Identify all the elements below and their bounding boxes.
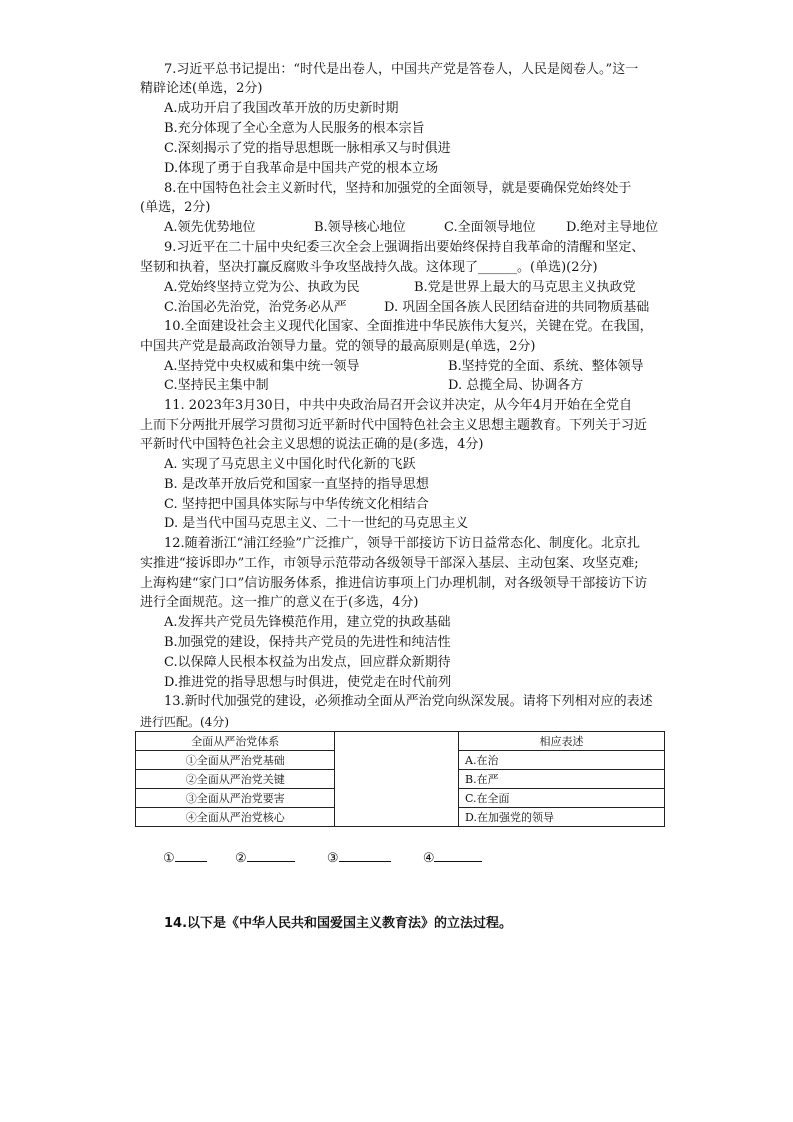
q9-option-a: A.党始终坚持立党为公、执政为民 — [164, 280, 360, 295]
q13-matching-table — [135, 731, 665, 827]
q13-stem-line2: 进行匹配。(4分) — [140, 715, 229, 729]
q7-option-a: A.成功开启了我国改革开放的历史新时期 — [164, 101, 399, 116]
q7-option-b: B.充分体现了全心全意为人民服务的根本宗旨 — [164, 121, 425, 136]
q9-stem-line2: 坚韧和执着，坚决打赢反腐败斗争攻坚战持久战。这体现了______。(单选)(2分) — [140, 260, 598, 275]
answer-blank-2[interactable] — [247, 847, 295, 862]
q12-stem-line3: 上海构建“家门口”信访服务体系，推进信访事项上门办理机制，对各级领导干部接访下访 — [140, 576, 648, 591]
q11-option-c: C. 坚持把中国具体实际与中华传统文化相结合 — [164, 497, 429, 512]
answer-blank-3[interactable] — [339, 847, 391, 862]
left-header: 全面从严治党体系 — [136, 732, 335, 751]
q13-stem-line1: 13.新时代加强党的建设，必须推动全面从严治党向纵深发展。请将下列相对应的表述 — [164, 694, 653, 709]
q10-stem-line1: 10.全面建设社会主义现代化国家、全面推进中华民族伟大复兴，关键在党。在我国， — [164, 319, 653, 334]
q10-option-d: D. 总揽全局、协调各方 — [448, 378, 584, 393]
q9-option-c: C.治国必先治党，治党务必从严 — [164, 300, 347, 315]
table-row — [136, 732, 665, 751]
right-cell-a: A.在治 — [459, 751, 665, 770]
q10-stem-line2: 中国共产党是最高政治领导力量。党的领导的最高原则是(单选，2分) — [140, 339, 536, 354]
q9-option-b: B.党是世界上最大的马克思主义执政党 — [414, 280, 636, 295]
left-cell-2: ②全面从严治党关键 — [136, 770, 335, 789]
q11-option-a: A. 实现了马克思主义中国化时代化新的飞跃 — [164, 457, 416, 472]
q14-stem: 14.以下是《中华人民共和国爱国主义教育法》的立法过程。 — [164, 916, 513, 931]
q11-option-d: D. 是当代中国马克思主义、二十一世纪的马克思主义 — [164, 516, 469, 531]
q12-option-a: A.发挥共产党员先锋模范作用，建立党的执政基础 — [164, 615, 451, 630]
answer-label-4: ④ — [422, 851, 435, 866]
q11-option-b: B. 是改革开放后党和国家一直坚持的指导思想 — [164, 477, 429, 492]
q13-answer-blanks — [163, 847, 482, 866]
q8-option-d: D.绝对主导地位 — [566, 220, 659, 235]
q12-stem-line2: 实推进“接诉即办”工作，市领导示范带动各级领导干部深入基层、主动包案、攻坚克难; — [140, 556, 639, 571]
q8-stem-line2: (单选，2分) — [140, 200, 211, 215]
q8-option-c: C.全面领导地位 — [444, 220, 536, 235]
left-cell-4: ④全面从严治党核心 — [136, 808, 335, 827]
q10-option-b: B.坚持党的全面、系统、整体领导 — [448, 359, 644, 374]
left-cell-3: ③全面从严治党要害 — [136, 789, 335, 808]
q11-stem-line1: 11. 2023年3月30日，中共中央政治局召开会议并决定，从今年4月开始在全党自 — [164, 398, 632, 413]
left-cell-1: ①全面从严治党基础 — [136, 751, 335, 770]
right-cell-c: C.在全面 — [459, 789, 665, 808]
q12-option-c: C.以保障人民根本权益为出发点，回应群众新期待 — [164, 655, 451, 670]
q8-option-a: A.领先优势地位 — [164, 220, 256, 235]
answer-label-2: ② — [234, 851, 247, 866]
answer-blank-4[interactable] — [434, 847, 482, 862]
answer-label-3: ③ — [326, 851, 339, 866]
right-header: 相应表述 — [459, 732, 665, 751]
q7-stem-line1: 7.习近平总书记提出：“时代是出卷人，中国共产党是答卷人，人民是阅卷人。”这一 — [164, 62, 639, 77]
q7-stem-line2: 精辟论述(单选，2分) — [140, 81, 263, 96]
q7-option-c: C.深刻揭示了党的指导思想既一脉相承又与时俱进 — [164, 141, 451, 156]
q12-stem-line4: 进行全面规范。这一推广的意义在于(多选，4分) — [140, 595, 419, 610]
q12-option-d: D.推进党的指导思想与时俱进，使党走在时代前列 — [164, 675, 452, 690]
q11-stem-line2: 上而下分两批开展学习贯彻习近平新时代中国特色社会主义思想主题教育。下列关于习近 — [140, 418, 648, 433]
q10-option-a: A.坚持党中央权威和集中统一领导 — [164, 359, 360, 374]
q12-option-b: B.加强党的建设，保持共产党员的先进性和纯洁性 — [164, 635, 451, 650]
q8-stem-line1: 8.在中国特色社会主义新时代，坚持和加强党的全面领导，就是要确保党始终处于 — [164, 181, 632, 196]
q10-option-c: C.坚持民主集中制 — [164, 378, 269, 393]
q9-option-d: D. 巩固全国各族人民团结奋进的共同物质基础 — [384, 300, 650, 315]
q11-stem-line3: 平新时代中国特色社会主义思想的说法正确的是(多选，4分) — [140, 437, 484, 452]
right-cell-b: B.在严 — [459, 770, 665, 789]
answer-label-1: ① — [163, 851, 175, 866]
q12-stem-line1: 12.随着浙江“浦江经验”广泛推广，领导干部接访下访日益常态化、制度化。北京扎 — [164, 536, 640, 551]
answer-blank-1[interactable] — [175, 847, 207, 862]
q9-stem-line1: 9.习近平在二十届中央纪委三次全会上强调指出要始终保持自我革命的清醒和坚定、 — [164, 240, 645, 255]
right-cell-d: D.在加强党的领导 — [459, 808, 665, 827]
table-gap — [335, 732, 459, 827]
q7-option-d: D.体现了勇于自我革命是中国共产党的根本立场 — [164, 161, 439, 176]
q8-option-b: B.领导核心地位 — [314, 220, 406, 235]
